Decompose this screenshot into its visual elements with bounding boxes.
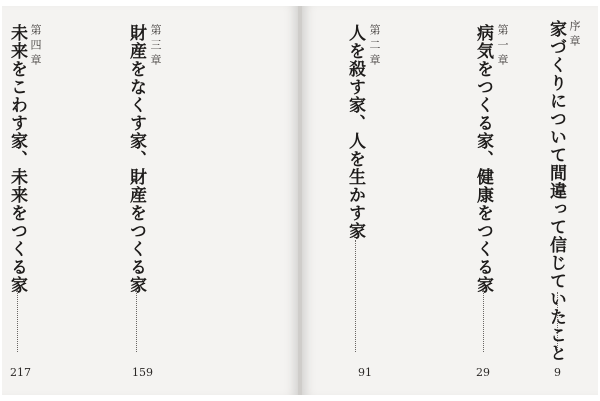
chapter-2-title: 人を殺す家、人を生かす家 (345, 24, 365, 240)
chapter-3-page-number: 159 (132, 366, 153, 379)
chapter-2-page-number: 91 (358, 366, 372, 379)
preface-page-number: 9 (554, 366, 561, 379)
chapter-1-page-number: 29 (476, 366, 490, 379)
chapter-4-title: 未来をこわす家、未来をつくる家 (7, 24, 27, 294)
chapter-4-dotted-leader (17, 290, 18, 352)
chapter-1-dotted-leader (483, 290, 484, 352)
chapter-1-title: 病気をつくる家、健康をつくる家 (473, 24, 493, 294)
chapter-4-label: 第四章 (29, 24, 42, 69)
preface-title: 家づくりについて間違って信じていたこと (546, 20, 566, 362)
chapter-2-dotted-leader (355, 240, 356, 352)
chapter-3-label: 第三章 (149, 24, 162, 69)
chapter-3-dotted-leader (136, 290, 137, 352)
chapter-2-label: 第二章 (368, 24, 381, 69)
preface-dotted-leader (557, 292, 558, 352)
chapter-1-label: 第一章 (496, 24, 509, 69)
preface-label: 序章 (568, 20, 581, 50)
chapter-3-title: 財産をなくす家、財産をつくる家 (126, 24, 146, 294)
chapter-4-page-number: 217 (10, 366, 31, 379)
